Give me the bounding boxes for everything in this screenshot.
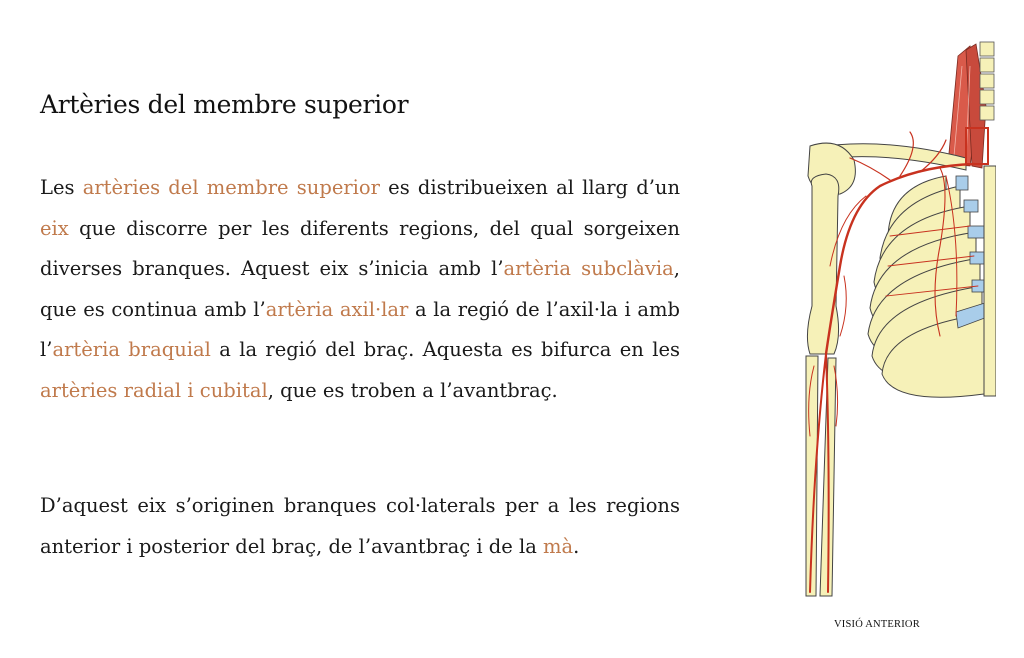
paragraph-branches [40,486,680,567]
text-segment: Les [40,176,83,199]
humerus [807,174,838,354]
highlighted-term: mà [543,534,574,558]
text-segment: , que es troben a l’avantbraç. [267,378,558,402]
text-segment: a la regió de l’axil·la i amb l’ [40,297,681,361]
text-segment: que discorre per les diferents regions, del qual sorgeixen diverses branques. Aquest eix s’inicia amb l’ [40,216,680,280]
text-segment: a la regió del braç. Aquesta es bifurca en les [210,338,680,361]
highlighted-term: eix [40,216,69,240]
text-segment: D’aquest eix s’originen branques col·laterals per a les regions anterior i posterior del braç, de l’avantbraç i de la [40,494,680,558]
anatomy-illustration [770,36,996,602]
paragraph-intro [40,168,680,411]
highlighted-term: artèria axil·lar [265,297,409,321]
page-title: Artèries del membre superior [40,90,409,119]
sternum [984,166,996,396]
text-segment: , que es continua amb l’ [40,257,680,321]
highlighted-term: artèries radial i cubital [40,378,268,402]
highlighted-term: artèria subclàvia [503,257,674,280]
highlighted-term: artèria braquial [52,338,211,361]
text-segment: . [573,534,580,558]
highlighted-term: artèries del membre superior [82,176,380,199]
illustration-caption: VISIÓ ANTERIOR [834,619,920,630]
cervical-spine [980,42,994,120]
text-segment: es distribueixen al llarg d’un [379,176,681,199]
